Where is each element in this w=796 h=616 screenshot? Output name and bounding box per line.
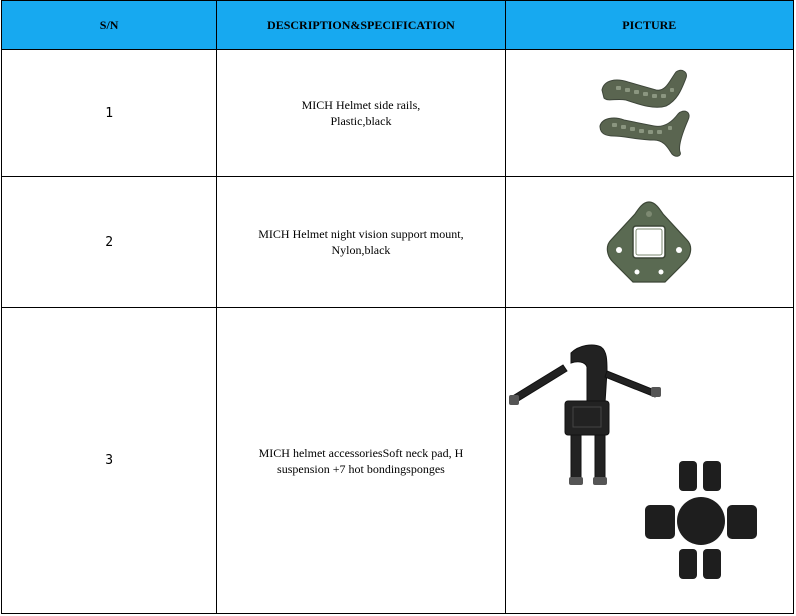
suspension-pads-icon <box>507 311 791 611</box>
row-description <box>217 177 505 308</box>
row-picture <box>505 308 793 614</box>
desc-line: MICH Helmet night vision support mount, <box>258 227 464 241</box>
desc-line: Plastic,black <box>330 114 392 128</box>
desc-line: Nylon,black <box>331 243 391 257</box>
row-picture <box>505 177 793 308</box>
row-sn: 1 <box>2 50 217 177</box>
header-description: DESCRIPTION&SPECIFICATION <box>217 1 505 50</box>
table-row <box>2 50 794 177</box>
desc-line: suspension +7 hot bondingsponges <box>277 461 445 476</box>
header-sn: S/N <box>2 1 217 50</box>
nvg-mount-icon <box>603 200 695 284</box>
header-picture: PICTURE <box>505 1 793 50</box>
table-row <box>2 177 794 308</box>
row-description <box>217 50 505 177</box>
table-row <box>2 308 794 614</box>
row-description <box>217 308 505 614</box>
spec-table <box>1 0 794 614</box>
header-row <box>2 1 794 50</box>
desc-line: MICH Helmet side rails, <box>301 98 421 112</box>
side-rails-icon <box>594 68 704 158</box>
row-sn: 2 <box>2 177 217 308</box>
desc-line: MICH helmet accessoriesSoft neck pad, H <box>258 445 464 460</box>
row-sn: 3 <box>2 308 217 614</box>
row-picture <box>505 50 793 177</box>
